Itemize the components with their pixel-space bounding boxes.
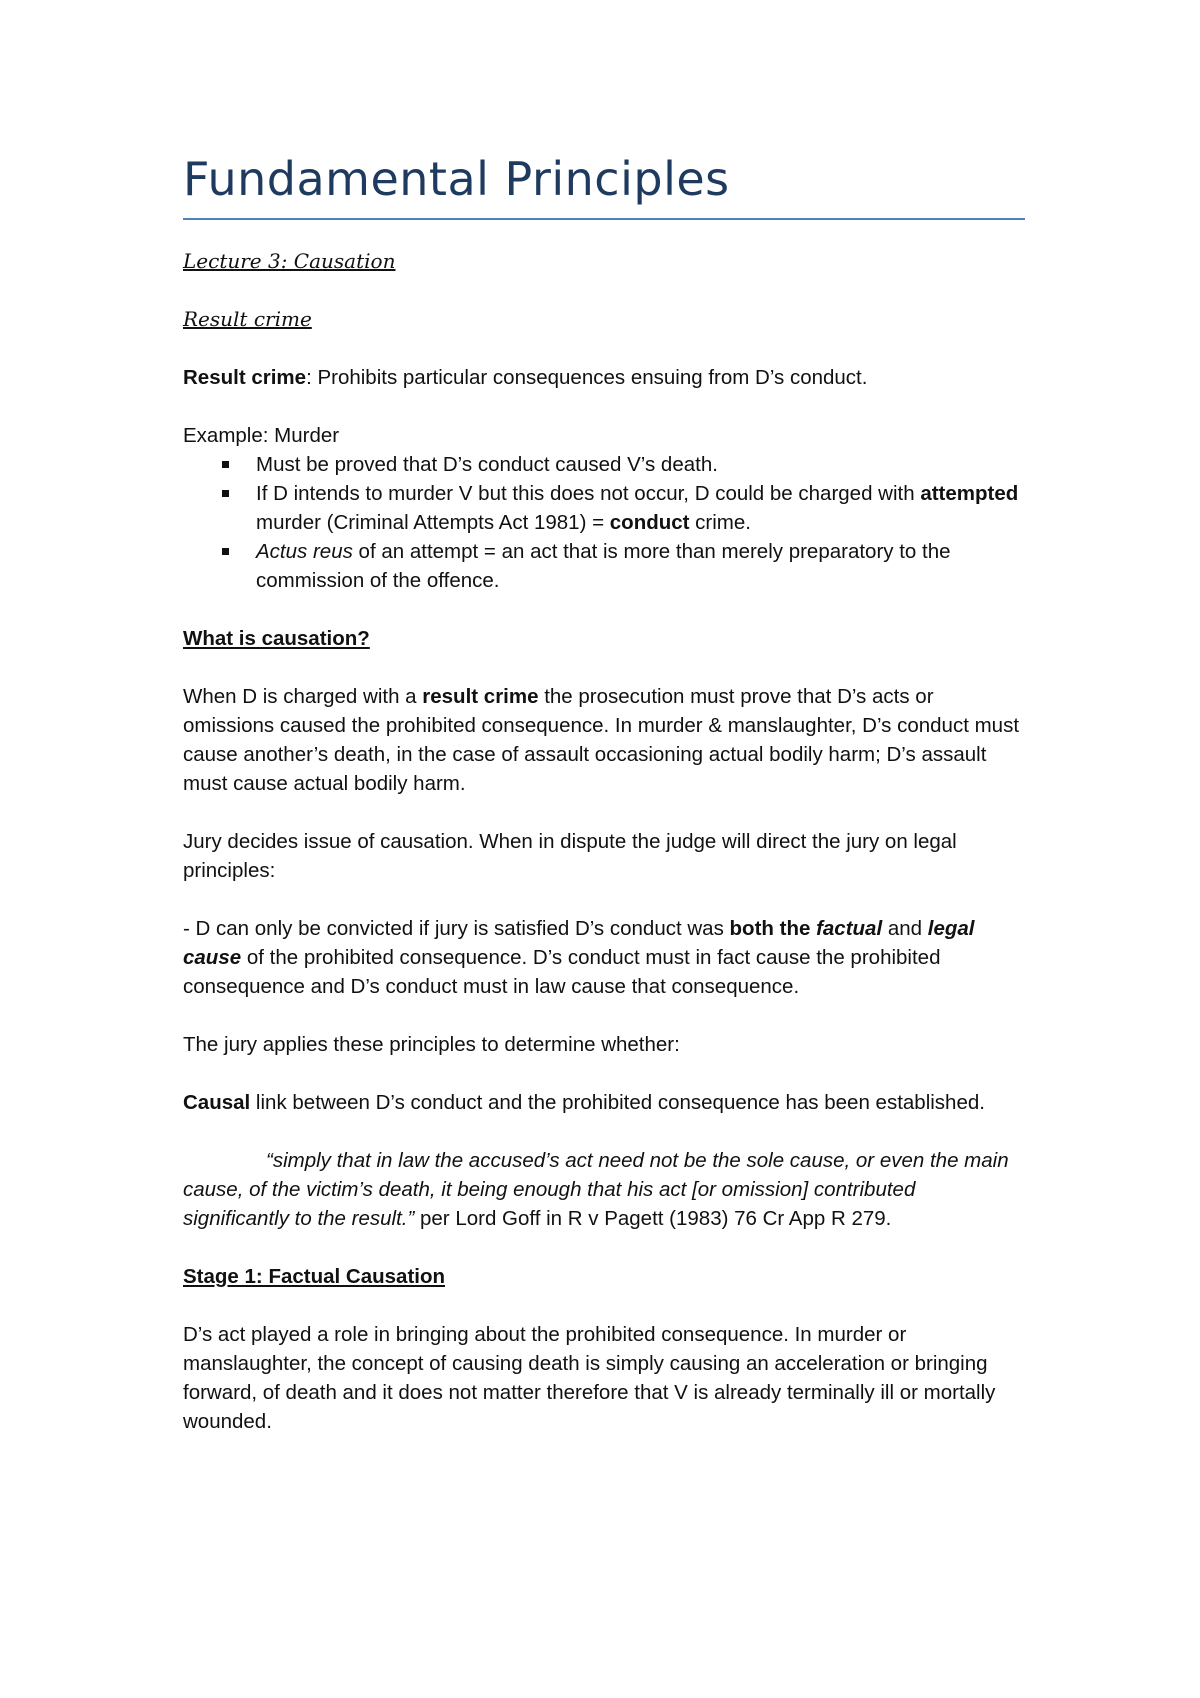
document-body xyxy=(183,150,1025,1436)
square-bullet-icon xyxy=(222,461,229,468)
paragraph-factual-causation: D’s act played a role in bringing about the prohibited consequence. In murder or manslaughter, the concept of causing death is simply causing an acceleration or bringing forward, of death and it does not matter therefore that V is already terminally ill or mortally wounded. xyxy=(183,1323,996,1433)
paragraph-factual-legal: - D can only be convicted if jury is satisfied D’s conduct was both the factual and legal cause of the prohibited consequence. D’s conduct must in fact cause the prohibited consequence and D’s conduct must in law cause that consequence. xyxy=(183,917,975,998)
list-item: If D intends to murder V but this does not occur, D could be charged with attempted murder (Criminal Attempts Act 1981) = conduct crime. xyxy=(256,479,1025,537)
paragraph-jury-decides: Jury decides issue of causation. When in dispute the judge will direct the jury on legal principles: xyxy=(183,830,957,882)
page-title: Fundamental Principles xyxy=(183,152,730,206)
example-label: Example: Murder xyxy=(183,424,340,447)
section-subtitle: Result crime xyxy=(183,307,312,331)
causation-heading: What is causation? xyxy=(183,627,370,650)
definition-term: Result crime xyxy=(183,366,307,389)
list-item: Actus reus of an attempt = an act that is more than merely preparatory to the commission of the offence. xyxy=(256,537,1025,595)
stage1-heading: Stage 1: Factual Causation xyxy=(183,1265,446,1288)
definition-paragraph: Result crime: Prohibits particular consequences ensuing from D’s conduct. xyxy=(183,366,868,389)
lecture-subtitle: Lecture 3: Causation xyxy=(183,249,396,273)
square-bullet-icon xyxy=(222,548,229,555)
paragraph-result-crime: When D is charged with a result crime the prosecution must prove that D’s acts or omissions caused the prohibited consequence. In murder & manslaughter, D’s conduct must cause another’s death, in the case of assault occasioning actual bodily harm; D’s assault must cause actual bodily harm. xyxy=(183,685,1020,795)
paragraph-jury-applies: The jury applies these principles to determine whether: xyxy=(183,1033,680,1056)
pagett-quote: “simply that in law the accused’s act need not be the sole cause, or even the main cause, of the victim’s death, it being enough that his act [or omission] contributed significantly to the result.” per Lord Goff in R v Pagett (1983) 76 Cr App R 279. xyxy=(183,1149,1009,1230)
list-item: Must be proved that D’s conduct caused V’s death. xyxy=(256,450,1025,479)
square-bullet-icon xyxy=(222,490,229,497)
example-bullet-list xyxy=(183,450,1025,595)
paragraph-causal-link: Causal link between D’s conduct and the prohibited consequence has been established. xyxy=(183,1091,985,1114)
